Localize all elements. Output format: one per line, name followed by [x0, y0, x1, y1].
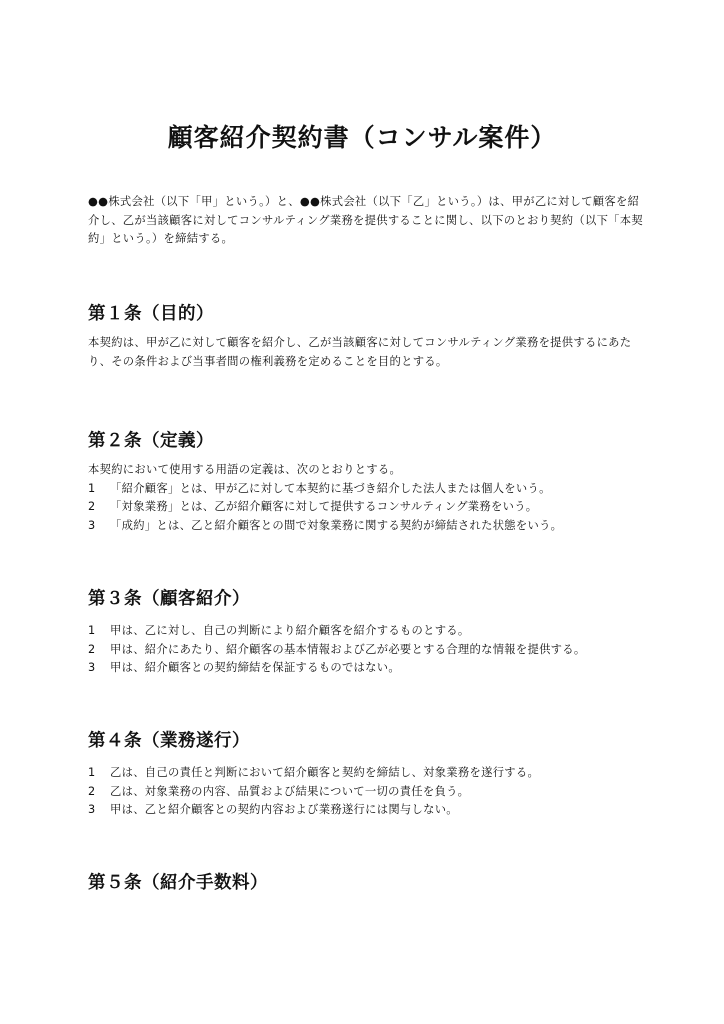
article-1-body: 本契約は、甲が乙に対して顧客を紹介し、乙が当該顧客に対してコンサルティング業務を提供するにあたり、その条件および当事者間の権利義務を定めることを目的とする。 — [88, 336, 632, 368]
list-item: 3 甲は、乙と紹介顧客との契約内容および業務遂行には関与しない。 — [88, 803, 458, 816]
document-title: 顧客紹介契約書（コンサル案件） — [167, 123, 557, 152]
list-item: 1 乙は、自己の責任と判断において紹介顧客と契約を締結し、対象業務を遂行する。 — [88, 766, 540, 779]
article-4-body — [88, 764, 648, 820]
article-2-heading: 第２条（定義） — [88, 431, 214, 451]
article-1-heading: 第１条（目的） — [88, 304, 214, 324]
list-item: 1 甲は、乙に対し、自己の判断により紹介顧客を紹介するものとする。 — [88, 624, 470, 637]
article-4-heading: 第４条（業務遂行） — [88, 731, 250, 751]
article-3-heading: 第３条（顧客紹介） — [88, 589, 250, 609]
article-3-body — [88, 622, 648, 678]
list-item: 2 乙は、対象業務の内容、品質および結果について一切の責任を負う。 — [88, 784, 470, 798]
preamble: ●●株式会社（以下「甲」という。）と、●●株式会社（以下「乙」という。）は、甲が乙に対して顧客を紹介し、乙が当該顧客に対してコンサルティング業務を提供することに関し、以下のとおり契約（以下「本契約」という。）を締結する。 — [88, 195, 643, 245]
list-item: 3 「成約」とは、乙と紹介顧客との間で対象業務に関する契約が締結された状態をいう。 — [88, 518, 563, 532]
article-2-body — [88, 461, 648, 535]
list-item: 2 甲は、紹介にあたり、紹介顧客の基本情報および乙が必要とする合理的な情報を提供する。 — [88, 642, 586, 656]
list-item: 1 「紹介顧客」とは、甲が乙に対して本契約に基づき紹介した法人または個人をいう。 — [88, 481, 551, 495]
article-5-heading: 第５条（紹介手数料） — [88, 873, 268, 893]
list-item: 2 「対象業務」とは、乙が紹介顧客に対して提供するコンサルティング業務をいう。 — [88, 500, 538, 513]
list-item: 3 甲は、紹介顧客との契約締結を保証するものではない。 — [88, 661, 400, 674]
article-2-intro: 本契約において使用する用語の定義は、次のとおりとする。 — [88, 463, 402, 476]
